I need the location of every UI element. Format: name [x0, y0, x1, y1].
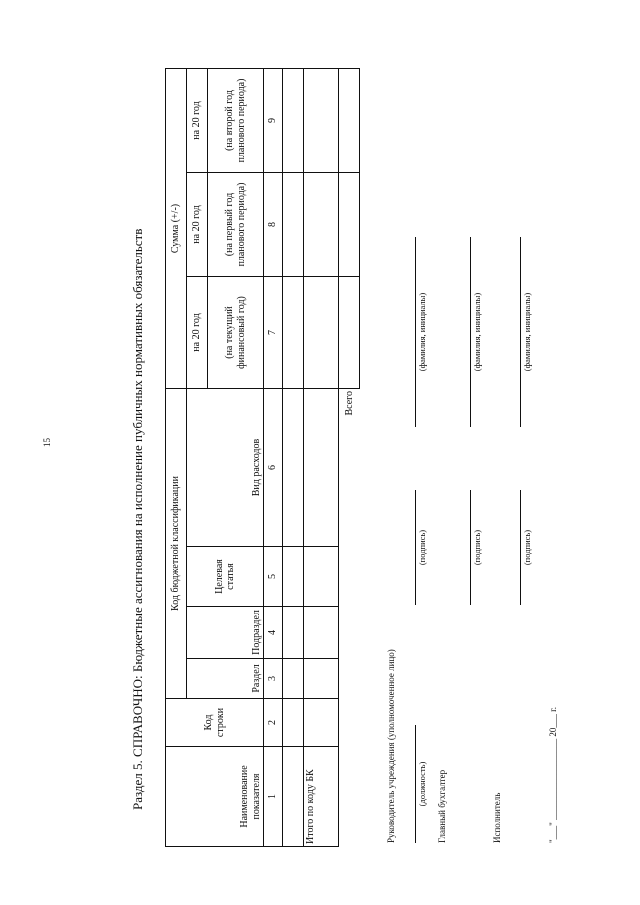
col-number: 5 — [264, 547, 283, 607]
header-year1-note: (на текущий финансовый год) — [208, 276, 264, 388]
table-cell[interactable] — [283, 547, 304, 607]
header-year1: на 20 год — [187, 276, 208, 388]
table-cell[interactable] — [304, 699, 339, 747]
table-cell[interactable] — [304, 276, 339, 388]
executor-label: Исполнитель — [492, 792, 502, 843]
table-cell[interactable] — [283, 747, 304, 847]
header-indicator: Наименование показателя — [166, 747, 264, 847]
header-sum-group: Сумма (+/-) — [166, 68, 187, 388]
table-cell[interactable] — [304, 607, 339, 659]
col-number: 8 — [264, 172, 283, 276]
total-all-row — [339, 68, 360, 846]
header-row-code: Код строки — [166, 699, 264, 747]
table-cell[interactable] — [283, 659, 304, 699]
col-number: 9 — [264, 68, 283, 172]
total-all-label: Всего — [343, 390, 355, 416]
header-year2: на 20 год — [187, 172, 208, 276]
executor-signature-caption: (подпись) — [522, 529, 532, 566]
head-label: Руководитель учреждения (уполномоченное лицо) — [386, 649, 396, 843]
col-number: 3 — [264, 659, 283, 699]
table-cell[interactable] — [283, 699, 304, 747]
position-line[interactable] — [415, 725, 416, 843]
accountant-name-caption: (фамилия, инициалы) — [472, 292, 482, 372]
header-year3: на 20 год — [187, 68, 208, 172]
table-cell[interactable] — [304, 659, 339, 699]
executor-name-line[interactable] — [520, 237, 521, 427]
head-signature-caption: (подпись) — [417, 529, 427, 566]
table-cell[interactable] — [283, 172, 304, 276]
table-cell[interactable] — [304, 388, 339, 546]
col-number: 1 — [264, 747, 283, 847]
table-cell[interactable] — [283, 607, 304, 659]
header-target: Целевая статья — [187, 547, 264, 607]
ppo-table — [165, 68, 360, 847]
date-line[interactable]: "___" __________________ 20___ г. — [548, 706, 558, 843]
table-cell[interactable] — [283, 276, 304, 388]
position-caption: (должность) — [417, 761, 427, 807]
table-cell[interactable] — [304, 172, 339, 276]
accountant-name-line[interactable] — [470, 237, 471, 427]
executor-signature-line[interactable] — [520, 490, 521, 605]
table-cell[interactable] — [339, 68, 360, 172]
accountant-signature-line[interactable] — [470, 490, 471, 605]
page-title: Раздел 5. СПРАВОЧНО: Бюджетные ассигнования на исполнение публичных нормативных обязательств — [130, 228, 145, 810]
col-number: 7 — [264, 276, 283, 388]
table-row — [283, 68, 304, 846]
table-cell[interactable] — [304, 68, 339, 172]
accountant-signature-caption: (подпись) — [472, 529, 482, 566]
head-name-line[interactable] — [415, 237, 416, 427]
table-cell[interactable] — [339, 172, 360, 276]
table-cell[interactable] — [283, 68, 304, 172]
header-subsection: Подраздел — [187, 607, 264, 659]
col-number: 2 — [264, 699, 283, 747]
col-number: 6 — [264, 388, 283, 546]
table-cell[interactable] — [339, 276, 360, 388]
header-year2-note: (на первый год планового периода) — [208, 172, 264, 276]
page-number: 15 — [42, 438, 52, 447]
table-cell[interactable] — [304, 547, 339, 607]
header-year3-note: (на второй год планового периода) — [208, 68, 264, 172]
header-bk-group: Код бюджетной классификации — [166, 388, 187, 698]
table-cell[interactable] — [283, 388, 304, 546]
header-section: Раздел — [187, 659, 264, 699]
head-signature-line[interactable] — [415, 490, 416, 605]
executor-name-caption: (фамилия, инициалы) — [522, 292, 532, 372]
col-number: 4 — [264, 607, 283, 659]
chief-accountant-label: Главный бухгалтер — [437, 769, 447, 843]
head-name-caption: (фамилия, инициалы) — [417, 292, 427, 372]
header-expense: Вид расходов — [187, 388, 264, 546]
total-bk-row — [304, 68, 339, 846]
total-bk-label: Итого по коду БК — [304, 747, 339, 847]
